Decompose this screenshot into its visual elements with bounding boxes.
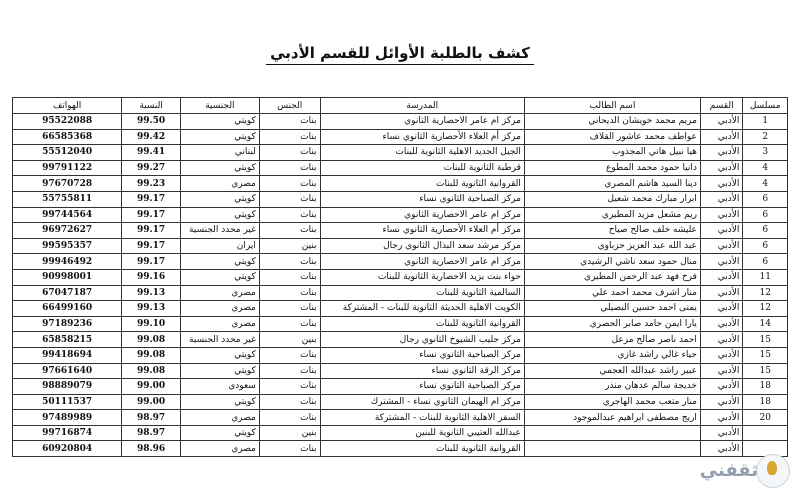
cell-school: الجيل الجديد الاهلية الثانوية للبنات — [320, 145, 524, 161]
cell-phone: 50111537 — [13, 394, 122, 410]
cell-nationality: كويتي — [180, 207, 259, 223]
cell-gender: بنات — [259, 316, 320, 332]
cell-phone: 96972627 — [13, 223, 122, 239]
table-row — [13, 191, 788, 207]
cell-serial: 6 — [743, 254, 788, 270]
cell-school: مركز الصباحية الثانوي نساء — [320, 379, 524, 395]
table-row — [13, 332, 788, 348]
cell-gender: بنات — [259, 254, 320, 270]
lightbulb-icon — [756, 454, 790, 488]
cell-school: مركز ام عامر الاحصارية الثانوي — [320, 207, 524, 223]
cell-gender: بنات — [259, 223, 320, 239]
cell-gender: بنات — [259, 363, 320, 379]
header-phone: الهواتف — [13, 98, 122, 114]
cell-school: مركز أم العلاء الأحصارية الثانوي نساء — [320, 129, 524, 145]
cell-section: الأدبي — [700, 176, 742, 192]
cell-percent: 99.10 — [122, 316, 181, 332]
cell-nationality: كويتي — [180, 254, 259, 270]
header-name: اسم الطالب — [524, 98, 700, 114]
cell-section: الأدبي — [700, 379, 742, 395]
cell-name: هيا نبيل هاني المجذوب — [524, 145, 700, 161]
cell-section: الأدبي — [700, 223, 742, 239]
cell-phone: 55755811 — [13, 191, 122, 207]
cell-section: الأدبي — [700, 129, 742, 145]
cell-school: مركز أم العلاء الأحصارية الثانوي نساء — [320, 223, 524, 239]
cell-nationality: غير محدد الجنسية — [180, 223, 259, 239]
cell-section: الأدبي — [700, 441, 742, 457]
table-row — [13, 441, 788, 457]
cell-section: الأدبي — [700, 254, 742, 270]
cell-school: مركز الصباحية الثانوي نساء — [320, 191, 524, 207]
cell-percent: 99.17 — [122, 254, 181, 270]
cell-section: الأدبي — [700, 301, 742, 317]
cell-nationality: كويتي — [180, 114, 259, 130]
cell-name: دانيا حمود محمد المطوع — [524, 160, 700, 176]
cell-name: عبد الله عبد العزيز حزباوي — [524, 238, 700, 254]
watermark-text: ثقفني — [699, 460, 758, 481]
cell-phone: 67047187 — [13, 285, 122, 301]
cell-percent: 98.97 — [122, 425, 181, 441]
cell-nationality: سعودي — [180, 379, 259, 395]
cell-nationality: لبناني — [180, 145, 259, 161]
cell-nationality: كويتي — [180, 363, 259, 379]
cell-nationality: كويتي — [180, 394, 259, 410]
header-percent: النسبة — [122, 98, 181, 114]
cell-gender: بنات — [259, 160, 320, 176]
cell-section: الأدبي — [700, 347, 742, 363]
cell-section: الأدبي — [700, 285, 742, 301]
cell-serial: 20 — [743, 410, 788, 426]
cell-serial: 18 — [743, 379, 788, 395]
cell-serial: 6 — [743, 223, 788, 239]
cell-section: الأدبي — [700, 160, 742, 176]
cell-nationality: كويتي — [180, 129, 259, 145]
cell-nationality: غير محدد الجنسية — [180, 332, 259, 348]
cell-gender: بنات — [259, 114, 320, 130]
header-nationality: الجنسية — [180, 98, 259, 114]
cell-name: اريج مصطفى ابراهيم عبدالموجود — [524, 410, 700, 426]
table-row — [13, 160, 788, 176]
cell-serial: 15 — [743, 363, 788, 379]
cell-phone: 99716874 — [13, 425, 122, 441]
cell-gender: بنات — [259, 285, 320, 301]
cell-percent: 99.00 — [122, 379, 181, 395]
cell-name: دينا السيد هاشم المصري — [524, 176, 700, 192]
cell-gender: بنات — [259, 129, 320, 145]
cell-serial: 4 — [743, 160, 788, 176]
cell-section: الأدبي — [700, 114, 742, 130]
cell-name: منال حمود سعد ناشي الرشيدي — [524, 254, 700, 270]
table-row — [13, 363, 788, 379]
table-row — [13, 285, 788, 301]
table-row — [13, 145, 788, 161]
cell-serial: 6 — [743, 238, 788, 254]
cell-serial: 14 — [743, 316, 788, 332]
table-row — [13, 301, 788, 317]
cell-section: الأدبي — [700, 363, 742, 379]
cell-gender: بنات — [259, 176, 320, 192]
cell-serial: 2 — [743, 129, 788, 145]
cell-name — [524, 425, 700, 441]
cell-name: يارا ايمن حامد صابر الحصري — [524, 316, 700, 332]
cell-school: مركز ام عامر الاحصارية الثانوي — [320, 254, 524, 270]
cell-section: الأدبي — [700, 145, 742, 161]
cell-gender: بنات — [259, 207, 320, 223]
table-row — [13, 238, 788, 254]
cell-percent: 99.13 — [122, 285, 181, 301]
cell-section: الأدبي — [700, 238, 742, 254]
cell-school: مركز مرشد سعد البذال الثانوي رجال — [320, 238, 524, 254]
cell-nationality: كويتي — [180, 269, 259, 285]
cell-name: منار اشرف محمد احمد علي — [524, 285, 700, 301]
cell-phone: 55512040 — [13, 145, 122, 161]
table-row — [13, 269, 788, 285]
cell-gender: بنات — [259, 410, 320, 426]
header-gender: الجنس — [259, 98, 320, 114]
cell-percent: 99.17 — [122, 191, 181, 207]
cell-school: القروانية الثانوية للبنات — [320, 176, 524, 192]
cell-nationality: كويتي — [180, 160, 259, 176]
cell-serial: 15 — [743, 332, 788, 348]
cell-percent: 99.08 — [122, 363, 181, 379]
cell-phone: 99946492 — [13, 254, 122, 270]
cell-percent: 99.17 — [122, 238, 181, 254]
cell-percent: 99.42 — [122, 129, 181, 145]
cell-percent: 99.17 — [122, 207, 181, 223]
cell-name: منار متعب محمد الهاجري — [524, 394, 700, 410]
site-watermark — [699, 448, 792, 496]
cell-percent: 99.27 — [122, 160, 181, 176]
cell-name: حياء غالي راشد غازي — [524, 347, 700, 363]
cell-school: مركز الرقة الثانوي نساء — [320, 363, 524, 379]
cell-nationality: كويتي — [180, 347, 259, 363]
cell-name: عليشه خلف صالح صياح — [524, 223, 700, 239]
cell-nationality: مصري — [180, 410, 259, 426]
table-row — [13, 425, 788, 441]
cell-serial: 4 — [743, 176, 788, 192]
cell-percent: 99.50 — [122, 114, 181, 130]
cell-gender: بنات — [259, 379, 320, 395]
cell-gender: بنين — [259, 332, 320, 348]
cell-serial: 11 — [743, 269, 788, 285]
cell-phone: 60920804 — [13, 441, 122, 457]
cell-phone: 95522088 — [13, 114, 122, 130]
cell-gender: بنات — [259, 301, 320, 317]
cell-name: مريم محمد خويشان الديحاني — [524, 114, 700, 130]
cell-gender: بنين — [259, 238, 320, 254]
table-row — [13, 223, 788, 239]
cell-school: السفر الاهلية الثانوية للبنات - المشتركة — [320, 410, 524, 426]
cell-school: السالمية الثانوية للبنات — [320, 285, 524, 301]
table-row — [13, 176, 788, 192]
cell-phone: 97489989 — [13, 410, 122, 426]
cell-percent: 99.41 — [122, 145, 181, 161]
cell-section: الأدبي — [700, 425, 742, 441]
cell-phone: 66585368 — [13, 129, 122, 145]
cell-name: عبير راشد عبدالله العجمي — [524, 363, 700, 379]
page-title — [0, 44, 800, 62]
cell-section: الأدبي — [700, 394, 742, 410]
cell-percent: 98.97 — [122, 410, 181, 426]
table-row — [13, 207, 788, 223]
cell-school: مركز جليب الشيوخ الثانوي رجال — [320, 332, 524, 348]
table-row — [13, 394, 788, 410]
cell-name: يمنى احمد حسين البصيلي — [524, 301, 700, 317]
cell-name: خديجة سالم عدهان منذر — [524, 379, 700, 395]
cell-phone: 66499160 — [13, 301, 122, 317]
cell-phone: 99791122 — [13, 160, 122, 176]
cell-gender: بنات — [259, 191, 320, 207]
cell-name — [524, 441, 700, 457]
cell-percent: 99.08 — [122, 332, 181, 348]
cell-gender: بنات — [259, 347, 320, 363]
cell-phone: 98889079 — [13, 379, 122, 395]
cell-phone: 99595357 — [13, 238, 122, 254]
cell-nationality: مصري — [180, 176, 259, 192]
cell-school: مركز ام الهيمان الثانوي نساء - المشترك — [320, 394, 524, 410]
cell-school: القروانية الثانوية للبنات — [320, 316, 524, 332]
cell-school: القروانية الثانوية للبنات — [320, 441, 524, 457]
header-school: المدرسة — [320, 98, 524, 114]
cell-nationality: مصري — [180, 285, 259, 301]
cell-gender: بنات — [259, 145, 320, 161]
table-row — [13, 254, 788, 270]
cell-phone: 99744564 — [13, 207, 122, 223]
table-row — [13, 316, 788, 332]
cell-serial: 1 — [743, 114, 788, 130]
page-title-text: كشف بالطلبة الأوائل للقسم الأدبي — [266, 44, 534, 65]
cell-phone: 97670728 — [13, 176, 122, 192]
header-section: القسم — [700, 98, 742, 114]
cell-section: الأدبي — [700, 410, 742, 426]
cell-percent: 99.23 — [122, 176, 181, 192]
cell-school: حواء بنت يزيد الاحصارية الثانوية للبنات — [320, 269, 524, 285]
cell-name: ابرار مبارك محمد شعيل — [524, 191, 700, 207]
cell-school: عبدالله العتيبي الثانوية للبنين — [320, 425, 524, 441]
cell-name: ريم مشعل مزيد المطيري — [524, 207, 700, 223]
cell-section: الأدبي — [700, 332, 742, 348]
cell-gender: بنات — [259, 441, 320, 457]
cell-gender: بنين — [259, 425, 320, 441]
cell-percent: 99.17 — [122, 223, 181, 239]
table-row — [13, 379, 788, 395]
table-row — [13, 129, 788, 145]
cell-serial: 6 — [743, 191, 788, 207]
cell-percent: 99.08 — [122, 347, 181, 363]
cell-gender: بنات — [259, 394, 320, 410]
cell-phone: 65858215 — [13, 332, 122, 348]
header-serial: مسلسل — [743, 98, 788, 114]
cell-nationality: مصري — [180, 441, 259, 457]
cell-serial: 3 — [743, 145, 788, 161]
cell-serial: 18 — [743, 394, 788, 410]
cell-serial — [743, 425, 788, 441]
cell-phone: 99418694 — [13, 347, 122, 363]
cell-nationality: كويتي — [180, 191, 259, 207]
cell-section: الأدبي — [700, 269, 742, 285]
table-header-row — [13, 98, 788, 114]
cell-name: احمد ناصر صالح مزعل — [524, 332, 700, 348]
table-row — [13, 347, 788, 363]
cell-school: قرطبة الثانوية للبنات — [320, 160, 524, 176]
cell-nationality: كويتي — [180, 425, 259, 441]
cell-nationality: ايران — [180, 238, 259, 254]
cell-serial: 12 — [743, 301, 788, 317]
cell-percent: 99.00 — [122, 394, 181, 410]
cell-gender: بنات — [259, 269, 320, 285]
cell-section: الأدبي — [700, 316, 742, 332]
cell-phone: 97661640 — [13, 363, 122, 379]
cell-name: عواطف محمد عاشور القلاف — [524, 129, 700, 145]
cell-section: الأدبي — [700, 207, 742, 223]
cell-serial: 12 — [743, 285, 788, 301]
table-row — [13, 114, 788, 130]
cell-percent: 99.13 — [122, 301, 181, 317]
cell-school: الكويت الاهلية الحديثة الثانوية للبنات - المشتركة — [320, 301, 524, 317]
cell-serial: 6 — [743, 207, 788, 223]
cell-section: الأدبي — [700, 191, 742, 207]
cell-phone: 97189236 — [13, 316, 122, 332]
cell-name: فرح فهد عبد الرحمن المطيري — [524, 269, 700, 285]
cell-serial: 15 — [743, 347, 788, 363]
cell-phone: 90998001 — [13, 269, 122, 285]
cell-percent: 99.16 — [122, 269, 181, 285]
cell-school: مركز الصباحية الثانوي نساء — [320, 347, 524, 363]
cell-percent: 98.96 — [122, 441, 181, 457]
cell-nationality: مصري — [180, 316, 259, 332]
table-row — [13, 410, 788, 426]
cell-school: مركز ام عامر الاحصارية الثانوي — [320, 114, 524, 130]
students-table — [12, 97, 788, 457]
cell-nationality: مصري — [180, 301, 259, 317]
